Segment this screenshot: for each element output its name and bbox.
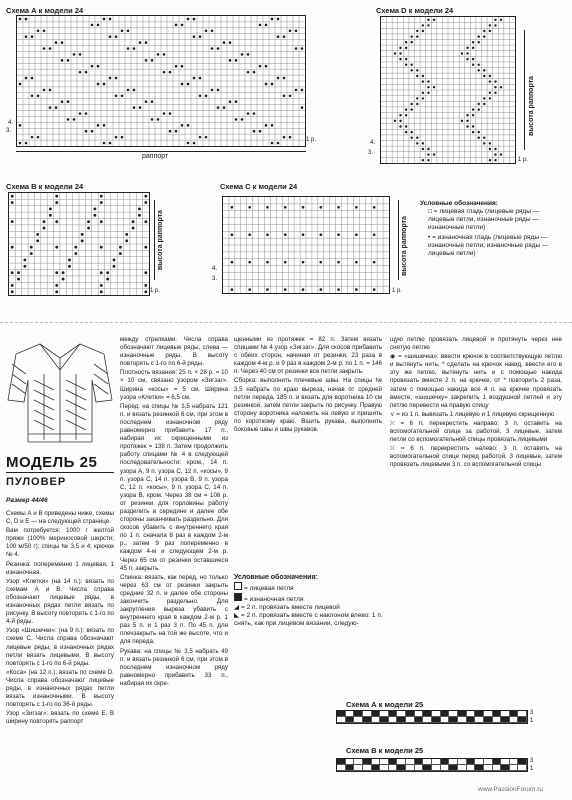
schema-c24-title: Схема С к модели 24: [220, 182, 298, 191]
schema-a24-repeat-label: раппорт: [142, 153, 169, 160]
legend-25-item1: = лицевая петля: [234, 582, 384, 593]
schema-a25-row3: 3: [530, 710, 534, 716]
col1-p6: «Коса» (на 12 п.): вязать по схеме D. Числа справа обозначают лицевые ряды, в изнаночных рядах петли вязать изнаночными. В высоту повторять с 1-го по 36-й ряды.: [6, 668, 114, 709]
legend-25-item2: = изнаночная петля: [234, 593, 384, 604]
column-2: [120, 336, 228, 689]
col2-p2: Плотность вязания: 25 п. × 28 р. = 10 × 10 см, связано узором «Зигзаг». Ширина «косы» = 5 см. Ширина узора «Клетки» = 6,5 см.: [120, 369, 228, 401]
schema-b24-grid: [8, 192, 150, 296]
col1-p4: Узор «Клетки» (на 14 п.): вязать по схемам А и В. Числа справа обозначают лицевые ряды, в изнаночных рядах петли вязать по рисунку. В высоту повторять с 1-го по 4-й ряды.: [6, 577, 114, 626]
col2-p3: Перед: на спицы № 3,5 набрать 121 п. и вязать резинкой 6 см, при этом в последнем изнаночном ряду равномерно прибавить 17 п., набирая их скрещенными из протяжек = 138 п. Затем продолжить работу спицами № 4 в следующей последовательности: кром., 14 п. узора А, 9 п. узора С, 12 п. «косы», 9 п. узора С, 14 п. узора В, 9 п. узора С, 12 п. «косы», 9 п. узора С, 14 п. узора В, кром. Через 38 см = 108 р. от резинки для горловины работу разделить в середине и далее обе стороны заканчивать раздельно. Для скосов убавить с внутреннего края по 1 п. сначала 8 раз в каждом 2-м р., затем 9 раз попеременно в каждом 4-м и следующем 2-м р. Через 65 см от резинки оставшиеся 45 п. закрыть.: [120, 402, 228, 572]
schema-a24-title: Схема А к модели 24: [6, 6, 84, 15]
schema-a24-grid: [16, 15, 306, 147]
schema-d24-row3: 3.: [368, 150, 374, 156]
schema-a24-row4: 4.: [8, 120, 14, 126]
col1-p1: Схемы А и В приведены ниже, схемы С, D и Е — на следующей странице.: [6, 510, 114, 526]
watermark: www.PassionForum.ru: [478, 786, 544, 793]
col3-p2: Сборка: выполнить плечевые швы. На спицы № 3,5 набрать по краю выреза, начав от средней петли переда, 185 п. и вязать для воротника 10 см резинкой, затем петли закрыть по рисунку. Правую сторону воротника наложить на левую и пришить по короткому краю. Вшить рукава, выполнить боковые швы и швы рукавов.: [234, 377, 382, 434]
schema-b24-title: Схема В к модели 24: [6, 182, 84, 191]
legend-25-item3: ◢ = 2 п. провязать вместе лицевой: [234, 604, 340, 611]
schema-c24-height-label: высота раппорта: [401, 216, 408, 276]
schema-c24-height-line: [398, 200, 399, 280]
model-title: МОДЕЛЬ 25: [6, 454, 98, 471]
column-1: [6, 510, 114, 727]
schema-d24-row1: 1 р.: [518, 157, 529, 163]
col1-p3: Резинка: попеременно 1 лицевая, 1 изнаночная.: [6, 560, 114, 576]
col1-p7: Узор «Зигзаг»: вязать по схеме Е. В ширину повторять раппорт: [6, 710, 114, 726]
col1-p2: Вам потребуется: 1000 г желтой пряжи (100% мериносовой шерсти; 100 м/50 г); спицы № 3,5 и 4; крючок № 4.: [6, 527, 114, 559]
schema-b24-height-label: высота раппорта: [157, 210, 164, 270]
legend-top-item1: □ = лицевая гладь (лицевые ряды — лицевые петли, изнаночные ряды — изнаночные петли): [428, 208, 540, 231]
col4-p5: ⤬ = 6 п. перекрестить налево: 3 п. оставить на вспомогательной спице перед работой, 3 лицевые, затем провязать лицевыми 3 п. со вспомогательной спицы: [390, 445, 562, 469]
column-4: [390, 336, 562, 471]
schema-a24-row1: 1 р.: [306, 137, 317, 143]
schema-a25-row1: 1: [530, 718, 534, 724]
schema-d24-height-line: [524, 30, 525, 150]
schema-b25-grid: [336, 758, 528, 772]
legend-top-title: Условные обозначения:: [420, 200, 498, 207]
col2-p5: Рукава: на спицы № 3,5 набрать 49 п. и вязать резинкой 6 см, при этом в последнем изнаночном ряду равномерно прибавить 33 п., набирая их скре-: [120, 647, 228, 687]
col4-p2: ◉ = «шишечка»: ввести крючок в соответствующую петлю и вытянуть нить, * сделать на крючок накид, ввести его в эту же петлю, вытянуть нить и с помощью накида провязать вместе 2 п. на крючке, от * повторить 2 раза, затем с помощью накида все 4 п. на крючке провязать вместе, «шишечку» закрепить 1 воздушной петлей и эту петлю перевести на правую спицу: [390, 353, 562, 409]
col3-p1: щенными из протяжек = 82 п. Затем вязать спицами № 4 узор «Зигзаг». Для скосов прибавить с обеих сторон, начиная от резинки, 23 раза в каждом 4-м р. и 9 раз в каждом 2-м р. по 1 п. = 146 п. Через 40 см от резинки все петли закрыть.: [234, 336, 382, 376]
schema-c24-row3: 3.: [212, 276, 218, 282]
column-3: [234, 336, 382, 435]
schema-b25-title: Схема В к модели 25: [346, 746, 424, 755]
col4-p4: ⤫ = 6 п. перекрестить направо: 3 п. оставить на вспомогательной спице за работой, 3 лицевые, затем петли со вспомогательной спицы провязать лицевыми: [390, 419, 562, 444]
schema-d24-height-label: высота раппорта: [528, 76, 535, 136]
schema-a24-repeat-line: [16, 151, 306, 152]
schema-c24-row1: 1 р.: [392, 288, 403, 294]
legend-25-item4: ◣ = 2 п. провязать вместе с наклоном влево: 1 п. снять, как при лицевом вязании, следую-: [234, 612, 383, 627]
model-size: Размер 44/46: [6, 497, 48, 504]
col4-p3: ⋎ = из 1 п. вывязать 1 лицевую и 1 лицевую скрещенную: [390, 410, 555, 418]
schema-d24-grid: [380, 16, 516, 164]
schema-a24-row3: 3.: [6, 128, 12, 134]
model-subtitle: ПУЛОВЕР: [6, 476, 67, 488]
schema-b24-row1: 1 р.: [150, 288, 161, 294]
schema-d24-row4: 4.: [370, 140, 376, 146]
title-rule: [6, 472, 114, 473]
schema-d24-title: Схема D к модели 24: [376, 6, 454, 15]
legend-top-item2: • = изнаночная гладь (лицевые ряды — изнаночные петли, изнаночные ряды — лицевые петли): [428, 234, 549, 257]
col2-p4: Спинка: вязать, как перед, но только через 63 см от резинки закрыть средние 32 п. и далее обе стороны закончить раздельно. Для закругления выреза убавить с внутреннего края в каждом 2-м р. 1 раз 5 п. и 1 раз 3 п. По 45 п. для плечзакрыть на той же высоте, что и для переда.: [120, 573, 228, 646]
legend-25: [234, 574, 384, 628]
schema-c24-grid: [222, 196, 390, 294]
legend-25-title: Условные обозначения:: [234, 574, 318, 581]
schema-a25-title: Схема А к модели 25: [346, 700, 424, 709]
schema-b25-row1: 1: [530, 766, 534, 772]
schema-c24-row4: 4.: [212, 266, 218, 272]
col4-p1: щую петлю провязать лицевой и протянуть через нее снятую петлю: [390, 336, 562, 352]
col2-p1: между стрелками. Числа справа обозначают лицевые ряды, слева — изнаночные ряды. В высоту повторять с 1-го по 6-й ряды.: [120, 336, 228, 368]
schema-a25-grid: [336, 710, 528, 724]
sweater-illustration: [4, 340, 116, 446]
schema-b25-row3: 3: [530, 758, 534, 764]
legend-top: [420, 200, 556, 258]
col1-p5: Узор «Шишечки»: (на 9 п.): вязать по схеме С. Числа справа обозначают лицевые ряды, в изнаночных рядах петли вязать лицевыми. В высоту повторять с 1-го по 6-й ряды.: [6, 627, 114, 667]
schema-b24-height-line: [154, 200, 155, 280]
section-divider: [0, 322, 572, 323]
